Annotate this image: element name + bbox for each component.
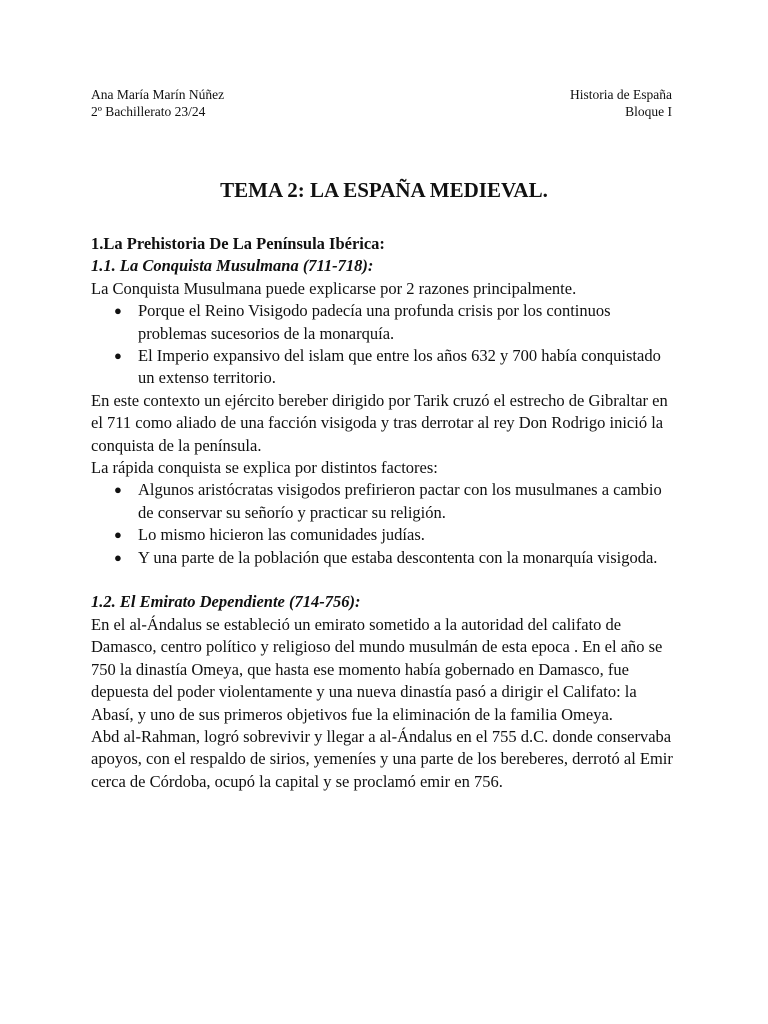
document-body bbox=[91, 233, 681, 793]
reasons-list bbox=[91, 300, 681, 390]
list-item bbox=[91, 345, 681, 390]
section-1-1-intro: La Conquista Musulmana puede explicarse por 2 razones principalmente. bbox=[91, 278, 577, 298]
subject-name: Historia de España bbox=[570, 87, 672, 102]
bullet-icon: ● bbox=[114, 527, 122, 543]
bullet-icon: ● bbox=[114, 348, 122, 364]
document-title: TEMA 2: LA ESPAÑA MEDIEVAL. bbox=[220, 178, 548, 202]
section-1-1-factors-intro: La rápida conquista se explica por distintos factores: bbox=[91, 458, 438, 478]
list-item-text: Porque el Reino Visigodo padecía una profunda crisis por los continuos problemas sucesorios de la monarquía. bbox=[138, 301, 611, 343]
section-1-2-paragraph-1: En el al-Ándalus se estableció un emirato sometido a la autoridad del califato de Damasco, centro político y religioso del mundo musulmán de esta epoca . En el año se 750 la dinastía Omeya, que hasta ese momento había gobernado en Damasco, fue depuesta del poder violentamente y una nueva dinastía pasó a dirigir el Califato: la Abasí, y uno de sus primeros objetivos fue la eliminación de la familia Omeya. bbox=[91, 614, 663, 724]
list-item bbox=[91, 524, 681, 546]
list-item-text: El Imperio expansivo del islam que entre los años 632 y 700 había conquistado un extenso territorio. bbox=[138, 346, 661, 388]
list-item bbox=[91, 300, 681, 345]
list-item-text: Y una parte de la población que estaba descontenta con la monarquía visigoda. bbox=[138, 547, 658, 567]
author-name: Ana María Marín Núñez bbox=[91, 87, 225, 102]
course-name: 2º Bachillerato 23/24 bbox=[91, 104, 206, 119]
section-1-2-heading: 1.2. El Emirato Dependiente (714-756): bbox=[91, 592, 361, 612]
paragraph-gap bbox=[91, 569, 681, 591]
section-1-2-paragraph-2: Abd al-Rahman, logró sobrevivir y llegar a al-Ándalus en el 755 d.C. donde conservaba apoyos, con el respaldo de sirios, yemeníes y una parte de los bereberes, derrotó al Emir cerca de Córdoba, ocupó la capital y se proclamó emir en 756. bbox=[91, 726, 673, 791]
page-header bbox=[91, 86, 672, 120]
header-row-1 bbox=[91, 86, 672, 103]
bullet-icon: ● bbox=[114, 303, 122, 319]
section-1-1-heading: 1.1. La Conquista Musulmana (711-718): bbox=[91, 256, 374, 276]
header-row-2 bbox=[91, 103, 672, 120]
list-item bbox=[91, 547, 681, 569]
bullet-icon: ● bbox=[114, 482, 122, 498]
bullet-icon: ● bbox=[114, 549, 122, 565]
section-1-heading: 1.La Prehistoria De La Península Ibérica: bbox=[91, 234, 385, 253]
block-name: Bloque I bbox=[625, 104, 672, 119]
factors-list bbox=[91, 479, 681, 569]
list-item-text: Lo mismo hicieron las comunidades judías. bbox=[138, 525, 425, 545]
list-item bbox=[91, 479, 681, 524]
list-item-text: Algunos aristócratas visigodos prefirieron pactar con los musulmanes a cambio de conservar su señorío y practicar su religión. bbox=[138, 480, 662, 522]
section-1-1-context: En este contexto un ejército bereber dirigido por Tarik cruzó el estrecho de Gibraltar en el 711 como aliado de una facción visigoda y tras derrotar al rey Don Rodrigo inició la conquista de la península. bbox=[91, 390, 668, 455]
